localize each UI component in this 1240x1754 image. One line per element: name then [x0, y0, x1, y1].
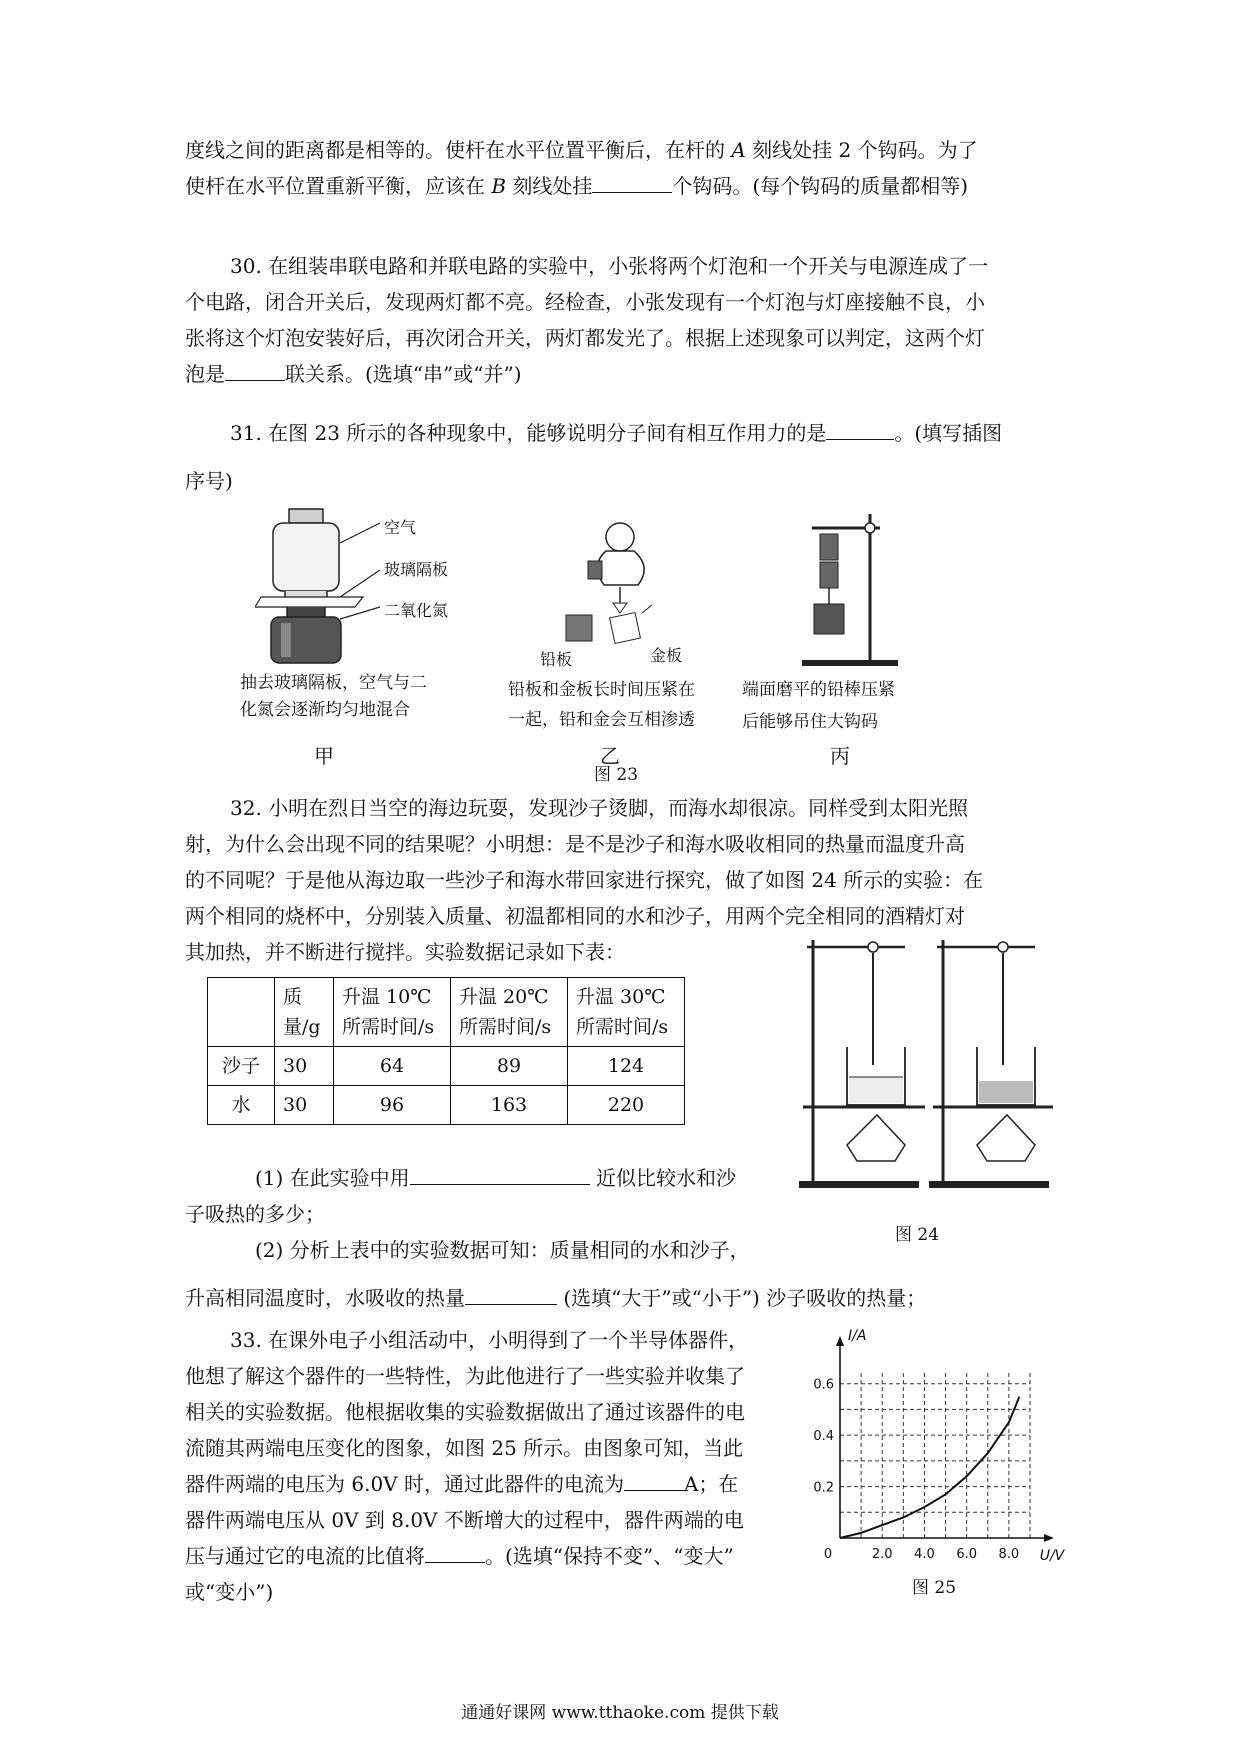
large-weight: [814, 604, 844, 634]
sand-right: [979, 1081, 1033, 1103]
q32-sub2-b: 升高相同温度时，水吸收的热量: [185, 1286, 465, 1310]
label-glass-plate: 玻璃隔板: [384, 560, 449, 579]
q30-line-3: 张将这个灯泡安装好后，再次闭合开关，两灯都发光了。根据上述现象可以判定，这两个灯: [185, 326, 985, 350]
y-tick-label: 0.6: [813, 1377, 834, 1393]
gold-plate: [610, 613, 641, 644]
table-cell: 220: [568, 1086, 685, 1125]
question-31: [185, 415, 1055, 499]
apparatus-left: [799, 940, 925, 1188]
table-cell: 163: [451, 1086, 568, 1125]
origin-label: 0: [823, 1547, 833, 1562]
fig23-label-bing: 丙: [830, 744, 850, 768]
q33-line-5b: A；在: [683, 1472, 739, 1496]
q32-sub1-answer-blank[interactable]: [410, 1160, 590, 1185]
arrow-down-icon: [613, 603, 627, 613]
q31-answer-blank[interactable]: [826, 415, 894, 440]
y-tick-label: 0.2: [813, 1480, 834, 1496]
q29-text-1: 度线之间的距离都是相等的。使杆在水平位置平衡后，在杆的: [185, 138, 725, 162]
table-cell: 96: [334, 1086, 451, 1125]
fig23-jia-desc-1: 抽去玻璃隔板，空气与二: [240, 673, 427, 693]
child-head: [606, 523, 634, 551]
q32-line-1: 32. 小明在烈日当空的海边玩耍，发现沙子烫脚，而海水却很凉。同样受到太阳光照: [230, 796, 969, 820]
q33-line-7b: 。(选填“保持不变”、“变大”: [485, 1544, 734, 1568]
x-axis-label: U/V: [1039, 1548, 1065, 1564]
q33-line-8: 或“变小”): [185, 1580, 274, 1604]
q32-line-5: 其加热，并不断进行搅拌。实验数据记录如下表：: [185, 940, 625, 964]
table-header-row: [208, 978, 685, 1047]
q29-text-2b: 刻线处挂: [512, 174, 593, 198]
q29-text-1b: 刻线处挂 2 个钩码。为了: [752, 138, 978, 162]
q29-text-2c: 个钩码。(每个钩码的质量都相等): [672, 174, 969, 198]
fig23-yi-desc-1: 铅板和金板长时间压紧在: [508, 680, 695, 700]
table-header-cell: 质量/g: [275, 978, 334, 1047]
q33-line-2: 他想了解这个器件的一些特性，为此他进行了一些实验并收集了: [185, 1364, 745, 1388]
label-gold-plate: 金板: [650, 646, 683, 665]
table-cell: 30: [275, 1047, 334, 1086]
table-header-cell: [208, 978, 275, 1047]
q30-line-4b: 联关系。(选填“串”或“并”): [285, 362, 522, 386]
fig23-yi-desc-2: 一起，铅和金会互相渗透: [508, 710, 695, 730]
q30-line-4a: 泡是: [185, 362, 225, 386]
q32-sub2-c: (选填“大于”或“小于”) 沙子吸收的热量；: [563, 1286, 927, 1310]
q33-line-3: 相关的实验数据。他根据收集的实验数据做出了通过该器件的电: [185, 1400, 745, 1424]
child-press-plates-illustration: [560, 515, 680, 655]
q32-sub2-a: (2) 分析上表中的实验数据可知：质量相同的水和沙子，: [255, 1238, 750, 1262]
figure-24-caption: 图 24: [895, 1225, 940, 1245]
table-cell: 水: [208, 1086, 275, 1125]
figure-23-caption: 图 23: [594, 765, 639, 785]
q33-line-1: 33. 在课外电子小组活动中，小明得到了一个半导体器件，: [230, 1328, 749, 1352]
clamp: [865, 523, 875, 533]
table-header-cell: 升温 30℃所需时间/s: [568, 978, 685, 1047]
q33-current-answer-blank[interactable]: [624, 1466, 684, 1491]
table-cell: 124: [568, 1047, 685, 1086]
q30-line-1: 30. 在组装串联电路和并联电路的实验中，小张将两个灯泡和一个开关与电源连成了一: [230, 254, 989, 278]
table-row: [208, 1086, 685, 1125]
lead-rod-stand-illustration: [800, 512, 910, 672]
y-tick-label: 0.4: [813, 1429, 834, 1445]
footer-source: 通通好课网 www.tthaoke.com 提供下载: [461, 1703, 779, 1723]
inverted-bottle-body: [273, 523, 339, 591]
stand-base: [802, 660, 898, 666]
y-axis-label: I/A: [848, 1328, 867, 1344]
table-cell: 沙子: [208, 1047, 275, 1086]
lead-plate: [566, 615, 592, 641]
x-tick-label: 6.0: [956, 1547, 978, 1562]
table-cell: 89: [451, 1047, 568, 1086]
q29-answer-blank[interactable]: [592, 168, 672, 193]
apparatus-right: [929, 940, 1053, 1188]
water-left: [849, 1077, 903, 1103]
q32-line-2: 射，为什么会出现不同的结果呢？小明想：是不是沙子和海水吸收相同的热量而温度升高: [185, 832, 965, 856]
jar-neck: [287, 607, 325, 617]
alcohol-lamp-left: [847, 1115, 905, 1161]
lead-rod-top: [820, 534, 838, 560]
label-lead-plate: 铅板: [540, 650, 573, 669]
fig23-label-jia: 甲: [314, 744, 334, 768]
q29-var-b: B: [491, 174, 507, 198]
table-cell: 64: [334, 1047, 451, 1086]
table-row: [208, 1047, 685, 1086]
label-no2: 二氧化氮: [384, 601, 449, 620]
table-header-cell: 升温 10℃所需时间/s: [334, 978, 451, 1047]
q31-line-1b: 。(填写插图: [894, 421, 1003, 445]
q32-sub2-answer-blank[interactable]: [465, 1280, 557, 1305]
q33-line-7a: 压与通过它的电流的比值将: [185, 1544, 425, 1568]
question-30: [185, 248, 1055, 392]
q30-answer-blank[interactable]: [225, 356, 285, 381]
iv-curve: [840, 1397, 1019, 1538]
q33-ratio-answer-blank[interactable]: [425, 1538, 485, 1563]
held-plates: [588, 561, 602, 579]
y-axis-arrow-icon: [836, 1336, 844, 1346]
table-header-cell: 升温 20℃所需时间/s: [451, 978, 568, 1047]
alcohol-lamp-right: [977, 1115, 1035, 1161]
q30-line-2: 个电路，闭合开关后，发现两灯都不亮。经检查，小张发现有一个灯泡与灯座接触不良，小: [185, 290, 985, 314]
heating-data-table: [207, 977, 685, 1125]
q32-line-4: 两个相同的烧杯中，分别装入质量、初温都相同的水和沙子，用两个完全相同的酒精灯对: [185, 904, 965, 928]
fig23-label-yi: 乙: [600, 744, 620, 768]
q29-continuation: [185, 132, 1055, 204]
q31-line-2: 序号): [185, 469, 233, 493]
q29-text-2a: 使杆在水平位置重新平衡，应该在: [185, 174, 485, 198]
gold-plate-sparkle: [642, 605, 652, 613]
q32-line-3: 的不同呢？于是他从海边取一些沙子和海水带回家进行探究，做了如图 24 所示的实验：在: [185, 868, 984, 892]
child-body: [597, 551, 644, 585]
q29-var-a: A: [731, 138, 746, 162]
q31-line-1a: 31. 在图 23 所示的各种现象中，能够说明分子间有相互作用力的是: [230, 421, 827, 445]
x-axis-arrow-icon: [1044, 1534, 1054, 1542]
q33-line-6: 器件两端电压从 0V 到 8.0V 不断增大的过程中，器件两端的电: [185, 1508, 744, 1532]
fig23-bing-desc-1: 端面磨平的铅棒压紧: [742, 680, 895, 700]
x-tick-label: 2.0: [871, 1547, 893, 1562]
inverted-bottle-neck: [289, 509, 323, 523]
q33-line-4: 流随其两端电压变化的图象，如图 25 所示。由图象可知，当此: [185, 1436, 744, 1460]
q32-subquestions: [185, 1160, 1055, 1316]
label-air: 空气: [384, 518, 417, 537]
figure-25-iv-chart: [800, 1320, 1080, 1565]
x-tick-label: 4.0: [914, 1547, 935, 1562]
jar-highlight: [281, 623, 291, 657]
table-cell: 30: [275, 1086, 334, 1125]
x-tick-label: 8.0: [998, 1547, 1020, 1562]
question-33: [185, 1322, 805, 1610]
lead-rod-bottom: [820, 562, 838, 588]
fig23-jia-desc-2: 化氮会逐渐均匀地混合: [240, 700, 410, 720]
fig23-bing-desc-2: 后能够吊住大钩码: [742, 712, 878, 732]
q33-line-5a: 器件两端的电压为 6.0V 时，通过此器件的电流为: [185, 1472, 624, 1496]
q32-sub1-b: 近似比较水和沙: [596, 1166, 737, 1190]
q32-sub1-c: 子吸热的多少；: [185, 1202, 325, 1226]
q32-sub1-a: (1) 在此实验中用: [255, 1166, 410, 1190]
figure-25-caption: 图 25: [912, 1578, 957, 1598]
